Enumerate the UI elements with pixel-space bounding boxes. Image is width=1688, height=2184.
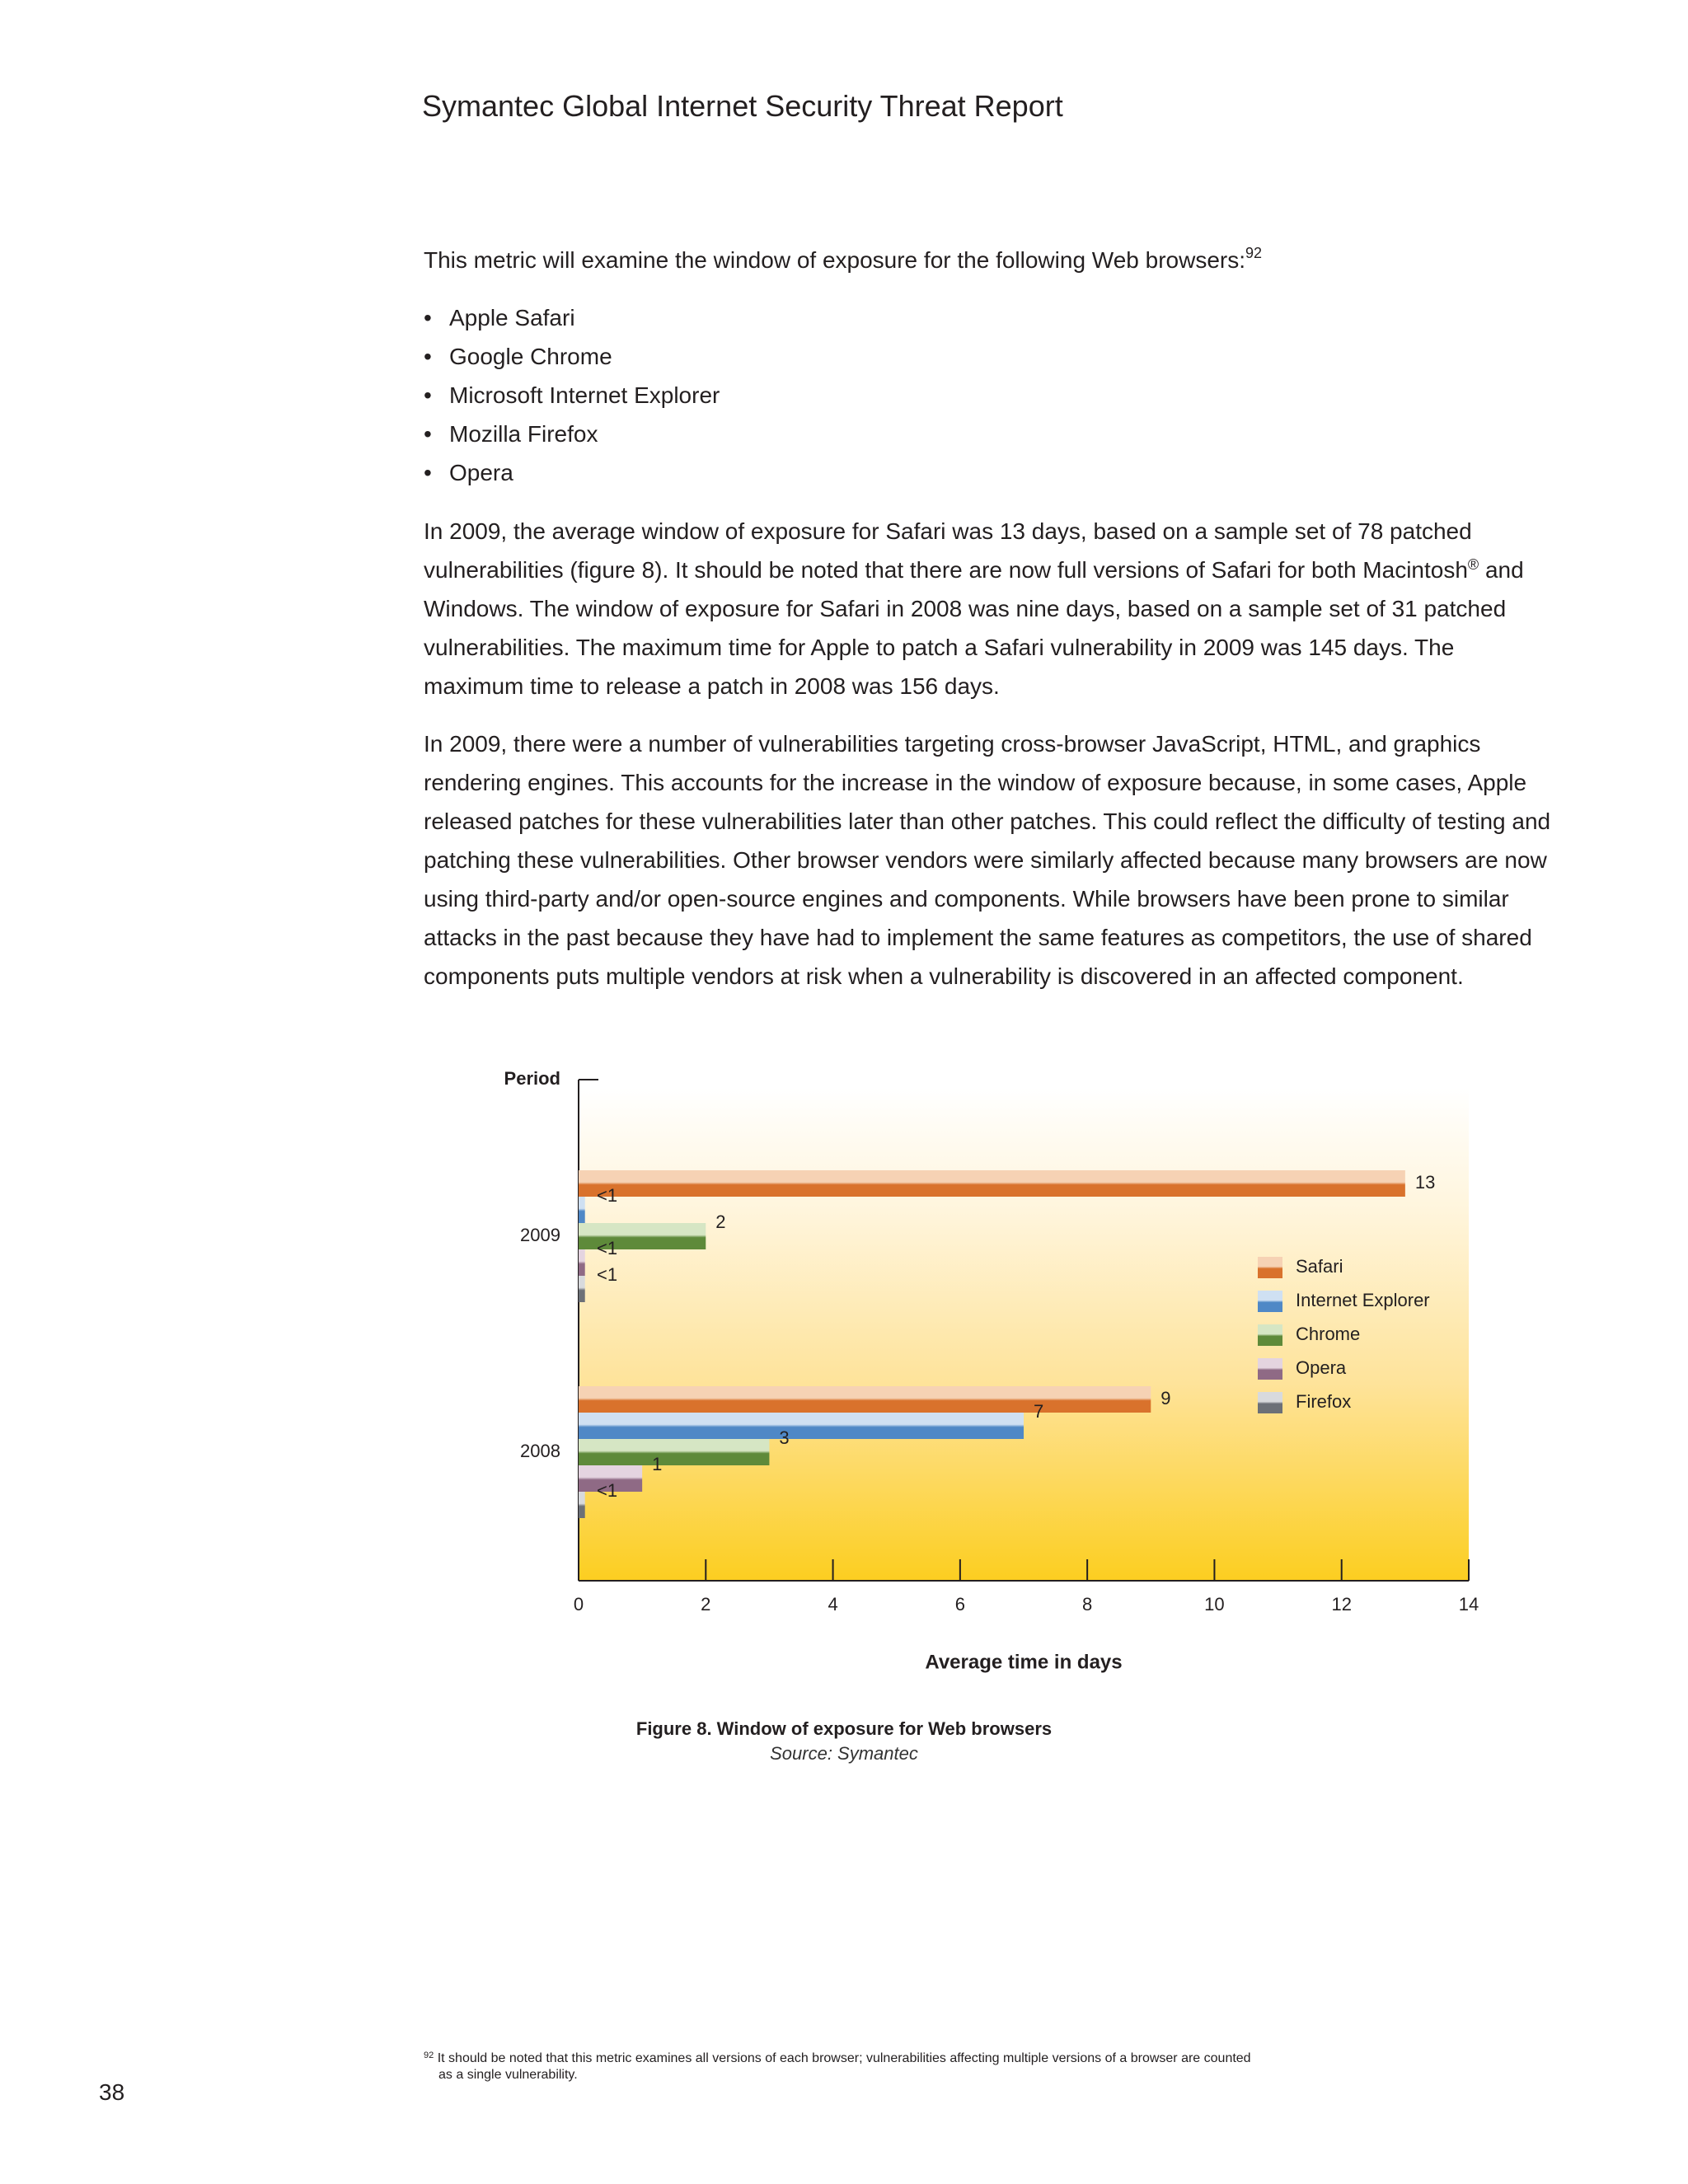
legend-label: Chrome: [1296, 1323, 1361, 1344]
figure-source: Source: Symantec: [770, 1743, 918, 1764]
legend-swatch: [1258, 1257, 1282, 1278]
y-axis-title: Period: [504, 1067, 560, 1089]
list-item: • Apple Safari: [424, 298, 720, 337]
bar-internet-explorer: [579, 1197, 585, 1223]
footnote-line-1: It should be noted that this metric examines all versions of each browser; vulnerabilities affecting multiple versions of a browser are counted: [437, 2051, 1251, 2065]
x-tick-label: 12: [1331, 1593, 1352, 1615]
x-tick-label: 4: [828, 1593, 838, 1615]
intro-text: This metric will examine the window of exposure for the following Web browsers:: [424, 247, 1246, 273]
bar-safari: [579, 1170, 1405, 1197]
list-item: • Mozilla Firefox: [424, 415, 720, 453]
page-number: 38: [99, 2079, 125, 2105]
category-label: 2009: [520, 1224, 560, 1245]
legend-swatch: [1258, 1291, 1282, 1312]
x-tick-label: 0: [573, 1593, 584, 1615]
legend-swatch: [1258, 1392, 1282, 1413]
legend-label: Firefox: [1296, 1390, 1352, 1412]
list-item: • Opera: [424, 453, 720, 492]
browser-list: [424, 298, 720, 492]
bar-value-label: 2: [715, 1211, 726, 1232]
footnote: [424, 2050, 1413, 2083]
chart-svg: [0, 1063, 1688, 1788]
bar-value-label: 9: [1160, 1387, 1171, 1408]
exposure-chart: [0, 1063, 1688, 1788]
x-tick-label: 2: [701, 1593, 711, 1615]
intro-paragraph: [424, 241, 1553, 279]
x-tick-label: 10: [1204, 1593, 1225, 1615]
x-tick-label: 8: [1082, 1593, 1093, 1615]
bar-firefox: [579, 1492, 585, 1518]
bar-internet-explorer: [579, 1413, 1024, 1439]
footnote-ref[interactable]: 92: [1245, 245, 1263, 261]
registered-mark: ®: [1467, 556, 1479, 573]
bar-safari: [579, 1386, 1151, 1413]
footnote-line-2: as a single vulnerability.: [438, 2068, 578, 2082]
bar-value-label: 13: [1414, 1171, 1436, 1193]
legend-label: Internet Explorer: [1296, 1289, 1430, 1310]
paragraph-cross-browser: In 2009, there were a number of vulnerabilities targeting cross-browser JavaScript, HTML, and graphics rendering engines. This accounts for the increase in the window of exposure because, in some cases, Apple released patches for these vulnerabilities later than other patches. This could reflect the difficulty of testing and patching these vulnerabilities. Other browser vendors were similarly affected because many browsers are now using third-party and/or open-source engines and components. While browsers have been prone to similar attacks in the past because they have had to implement the same features as competitors, the use of shared components puts multiple vendors at risk when a vulnerability is discovered in an affected component.: [424, 731, 1551, 989]
paragraph-safari-part-a: In 2009, the average window of exposure for Safari was 13 days, based on a sample set of 78 patched vulnerabilities (figure 8). It should be noted that there are now full versions of Safari for both Macintosh: [424, 518, 1472, 583]
list-item: • Google Chrome: [424, 337, 720, 376]
bar-firefox: [579, 1276, 585, 1302]
bar-value-label: 3: [779, 1427, 790, 1448]
figure-caption: Figure 8. Window of exposure for Web browsers: [635, 1718, 1053, 1739]
x-tick-label: 14: [1458, 1593, 1479, 1615]
x-axis-title: Average time in days: [925, 1651, 1123, 1674]
report-title: Symantec Global Internet Security Threat Report: [422, 89, 1063, 123]
paragraph-safari-part-b: and Windows. The window of exposure for Safari in 2008 was nine days, based on a sample set of 31 patched vulnerabilities. The maximum time for Apple to patch a Safari vulnerability in 2009 was 145 days. The maximum time to release a patch in 2008 was 156 days.: [424, 557, 1524, 699]
footnote-marker: 92: [424, 2050, 434, 2060]
bar-value-label: <1: [597, 1479, 618, 1501]
bar-value-label: 1: [652, 1453, 663, 1474]
bar-opera: [579, 1249, 585, 1276]
x-tick-label: 6: [954, 1593, 965, 1615]
bar-value-label: 7: [1034, 1400, 1044, 1422]
bar-value-label: <1: [597, 1184, 618, 1206]
legend-label: Opera: [1296, 1357, 1347, 1378]
list-item: • Microsoft Internet Explorer: [424, 376, 720, 415]
legend-label: Safari: [1296, 1255, 1343, 1277]
paragraph-safari: [424, 512, 1553, 705]
legend-swatch: [1258, 1358, 1282, 1380]
legend-swatch: [1258, 1324, 1282, 1346]
category-label: 2008: [520, 1440, 560, 1461]
bar-chrome: [579, 1439, 769, 1465]
bar-value-label: <1: [597, 1263, 618, 1285]
bar-value-label: <1: [597, 1237, 618, 1258]
